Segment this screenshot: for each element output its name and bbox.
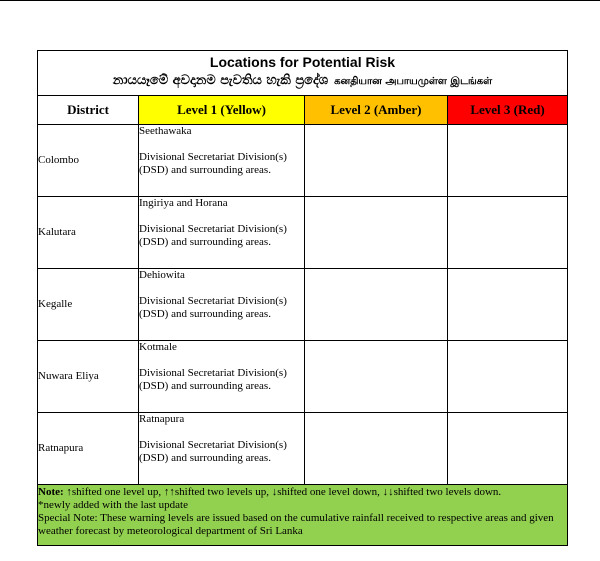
level-1-cell — [139, 269, 305, 341]
location-names: Dehiowita — [139, 269, 185, 281]
location-names: Seethawaka — [139, 125, 192, 137]
location-names: Kotmale — [139, 341, 177, 353]
dsd-description: Divisional Secretariat Division(s) (DSD) and surrounding areas. — [139, 367, 287, 392]
header-district: District — [38, 96, 139, 125]
table-row — [38, 341, 568, 413]
level-1-cell — [139, 125, 305, 197]
table-row — [38, 125, 568, 197]
level-3-cell — [448, 413, 568, 485]
level-1-cell — [139, 341, 305, 413]
district-cell: Colombo — [38, 125, 139, 197]
note-box — [38, 485, 568, 546]
dsd-description: Divisional Secretariat Division(s) (DSD) and surrounding areas. — [139, 439, 287, 464]
level-3-cell — [448, 125, 568, 197]
title-english: Locations for Potential Risk — [209, 54, 396, 70]
level-2-cell — [305, 269, 448, 341]
level-3-cell — [448, 197, 568, 269]
district-cell: Kalutara — [38, 197, 139, 269]
level-1-cell — [139, 197, 305, 269]
title-local — [38, 71, 567, 92]
table-row — [38, 413, 568, 485]
header-level-2: Level 2 (Amber) — [305, 96, 448, 125]
new-marker-note: *newly added with the last update — [38, 499, 188, 511]
level-2-cell — [305, 341, 448, 413]
district-cell: Ratnapura — [38, 413, 139, 485]
level-3-cell — [448, 341, 568, 413]
note-text: ↑shifted one level up, ↑↑shifted two levels up, ↓shifted one level down, ↓↓shifted two levels down. — [66, 486, 502, 498]
table-title — [38, 51, 568, 96]
table-row — [38, 197, 568, 269]
note-label: Note: — [38, 486, 64, 498]
header-level-3: Level 3 (Red) — [448, 96, 568, 125]
title-tamil: கனதியான அபாயமுள்ள இடங்கள் — [334, 76, 493, 87]
special-note: Special Note: These warning levels are issued based on the cumulative rainfall received to respective areas and given weather forecast by meteorological department of Sri Lanka — [38, 512, 554, 537]
location-names: Ingiriya and Horana — [139, 197, 228, 209]
risk-locations-table — [37, 50, 568, 546]
dsd-description: Divisional Secretariat Division(s) (DSD) and surrounding areas. — [139, 151, 287, 176]
title-sinhala: නායයෑමේ අවදානම පැවතිය හැකි ප්‍රදේශ — [112, 73, 329, 88]
note-line — [38, 486, 567, 499]
dsd-description: Divisional Secretariat Division(s) (DSD) and surrounding areas. — [139, 223, 287, 248]
dsd-description: Divisional Secretariat Division(s) (DSD) and surrounding areas. — [139, 295, 287, 320]
header-level-1: Level 1 (Yellow) — [139, 96, 305, 125]
level-2-cell — [305, 197, 448, 269]
level-2-cell — [305, 125, 448, 197]
district-cell: Nuwara Eliya — [38, 341, 139, 413]
level-2-cell — [305, 413, 448, 485]
location-names: Ratnapura — [139, 413, 185, 425]
level-3-cell — [448, 269, 568, 341]
district-cell: Kegalle — [38, 269, 139, 341]
table-row — [38, 269, 568, 341]
header-row — [38, 96, 568, 125]
level-1-cell — [139, 413, 305, 485]
top-border-line — [0, 0, 600, 1]
